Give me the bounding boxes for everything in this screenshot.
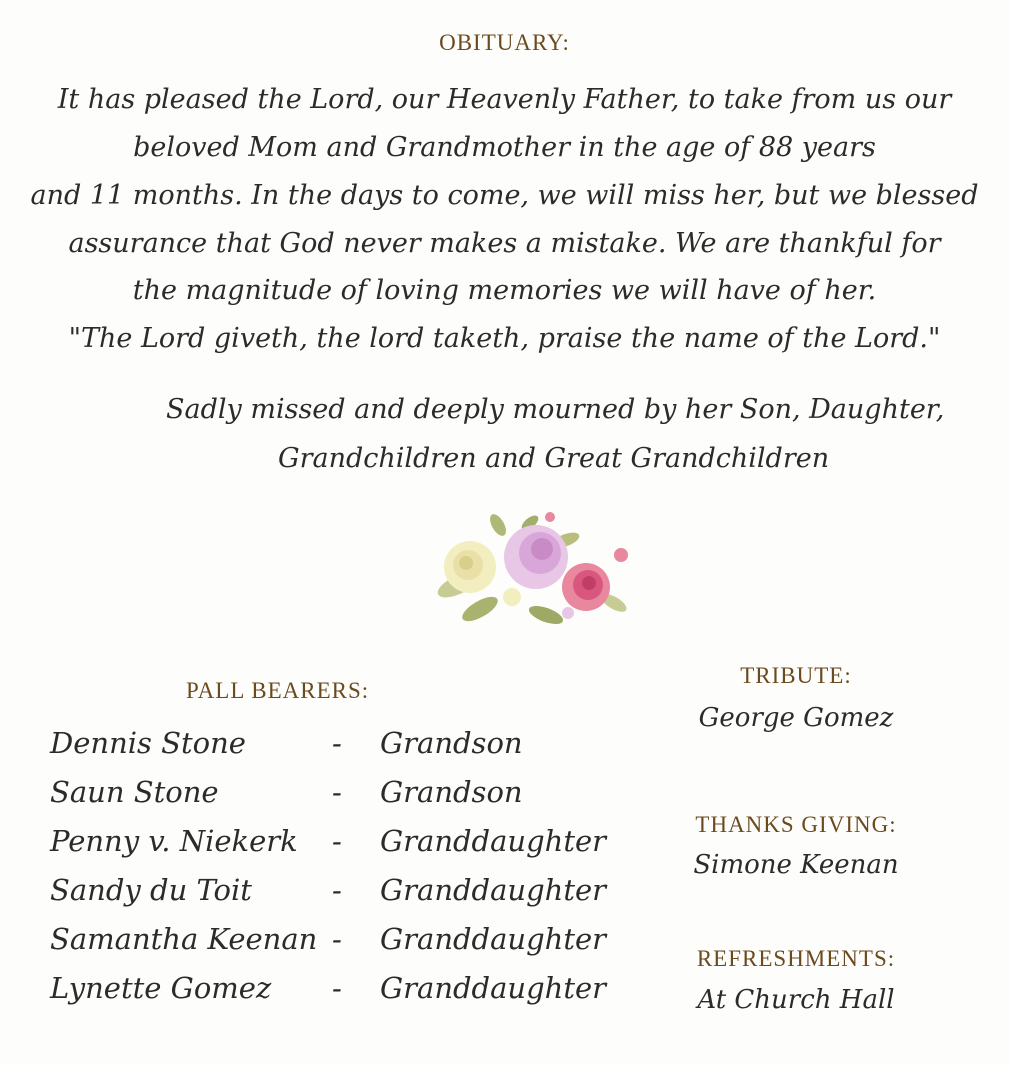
- pall-bearer-name: Sandy du Toit: [50, 873, 252, 907]
- pall-bearer-relation: Grandson: [380, 726, 523, 760]
- pall-bearer-relation: Granddaughter: [380, 922, 607, 956]
- pall-bearer-row: [50, 964, 630, 1012]
- pall-bearer-name: Samantha Keenan: [50, 922, 318, 956]
- obituary-line: beloved Mom and Grandmother in the age of 88 years: [133, 132, 876, 163]
- pall-bearer-dash: -: [332, 873, 342, 907]
- pall-bearer-name: Dennis Stone: [50, 726, 246, 760]
- refreshments-heading: REFRESHMENTS:: [696, 946, 896, 971]
- mourned-by-line: Grandchildren and Great Grandchildren: [278, 443, 830, 474]
- obituary-line: assurance that God never makes a mistake. We are thankful for: [68, 228, 941, 259]
- pall-bearer-row: [50, 719, 630, 767]
- pall-bearer-row: [50, 817, 630, 865]
- pall-bearer-relation: Granddaughter: [380, 971, 607, 1005]
- rose-bouquet-icon: [418, 505, 643, 630]
- tribute-heading: TRIBUTE:: [740, 663, 852, 688]
- pall-bearer-relation: Granddaughter: [380, 873, 607, 907]
- thanks-giving-heading: THANKS GIVING:: [695, 812, 897, 837]
- pall-bearer-name: Lynette Gomez: [50, 971, 272, 1005]
- refreshments-location: At Church Hall: [697, 985, 895, 1015]
- pall-bearer-dash: -: [332, 775, 342, 809]
- pall-bearer-dash: -: [332, 824, 342, 858]
- pall-bearer-relation: Granddaughter: [380, 824, 607, 858]
- mourned-by-line: Sadly missed and deeply mourned by her Son, Daughter,: [166, 394, 945, 425]
- pall-bearer-name: Penny v. Niekerk: [50, 824, 298, 858]
- pall-bearers-heading: PALL BEARERS:: [186, 678, 370, 703]
- pall-bearer-row: [50, 866, 630, 914]
- obituary-line: and 11 months. In the days to come, we will miss her, but we blessed: [30, 180, 979, 211]
- obituary-line: It has pleased the Lord, our Heavenly Father, to take from us our: [57, 84, 952, 115]
- pall-bearer-dash: -: [332, 922, 342, 956]
- obituary-line: "The Lord giveth, the lord taketh, praise the name of the Lord.": [68, 323, 941, 354]
- pall-bearer-dash: -: [332, 971, 342, 1005]
- thanks-giving-name: Simone Keenan: [693, 850, 899, 880]
- pall-bearer-dash: -: [332, 726, 342, 760]
- pall-bearer-relation: Grandson: [380, 775, 523, 809]
- pall-bearer-name: Saun Stone: [50, 775, 219, 809]
- pall-bearer-row: [50, 915, 630, 963]
- pall-bearer-row: [50, 768, 630, 816]
- tribute-name: George Gomez: [698, 703, 894, 733]
- obituary-line: the magnitude of loving memories we will have of her.: [132, 275, 877, 306]
- obituary-heading: OBITUARY:: [439, 30, 570, 55]
